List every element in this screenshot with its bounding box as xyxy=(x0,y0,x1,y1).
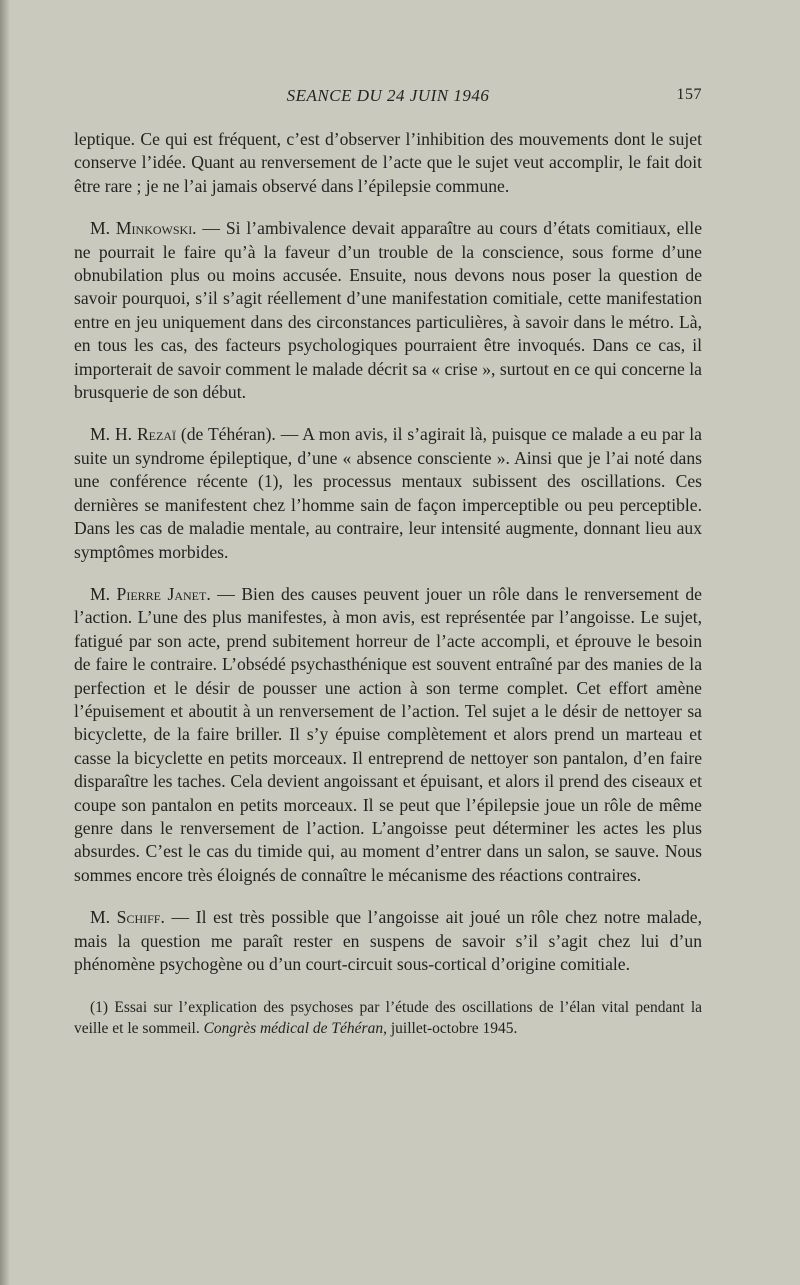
document-page xyxy=(74,82,702,1039)
paragraph-text: — Il est très possible que l’angoisse ait joué un rôle chez notre malade, mais la question me paraît rester en suspens de savoir s’il s’agit chez lui d’un phénomène psychogène ou d’un court-circuit sous-cortical d’origine comitiale. xyxy=(74,907,702,974)
paragraph-janet xyxy=(74,583,702,887)
paragraph-rezai xyxy=(74,423,702,563)
paragraph-text: — Si l’ambivalence devait apparaître au cours d’états comitiaux, elle ne pourrait le faire qu’à la faveur d’un trouble de la conscience, sous forme d’une obnubilation plus ou moins accusée. Ensuite, nous devons nous poser la question de savoir pourquoi, s’il s’agit réellement d’une manifestation comitiale, cette manifestation entre en jeu uniquement dans des circonstances particulières, à savoir dans le métro. Là, en tous les cas, des facteurs psychologiques pourraient être invoqués. Dans ce cas, il importerait de savoir comment le malade décrit sa « crise », surtout en ce qui concerne la brusquerie de son début. xyxy=(74,218,703,403)
body-text xyxy=(74,128,702,976)
page-number: 157 xyxy=(676,86,702,103)
footnote xyxy=(74,997,702,1039)
speaker-name: M. Pierre Janet. xyxy=(90,583,211,604)
speaker-name: M. Minkowski. xyxy=(90,218,197,239)
footnote-italic-title: Congrès médical de Téhéran xyxy=(203,1020,384,1038)
speaker-name: M. H. Rezaï xyxy=(90,424,176,445)
page-header xyxy=(74,82,702,112)
paragraph-text: leptique. Ce qui est fréquent, c’est d’observer l’inhibition des mouvements dont le sujet conserve l’idée. Quant au renversement de l’acte que le sujet veut accomplir, le fait doit être rare ; je ne l’ai jamais observé dans l’épilepsie commune. xyxy=(74,129,702,196)
paragraph-continuation xyxy=(74,128,702,198)
paragraph-minkowski xyxy=(74,217,702,404)
footnote-tail: , juillet-octobre 1945. xyxy=(383,1020,518,1038)
paragraph-text: (de Téhéran). — A mon avis, il s’agirait là, puisque ce malade a eu par la suite un syndrome épileptique, d’une « absence consciente ». Ainsi que je l’ai noté dans une conférence récente (1), les processus mentaux subissent des oscillations. Ces dernières se manifestent chez l’homme sain de façon imperceptible ou peu perceptible. Dans les cas de maladie mentale, au contraire, leur intensité augmente, donnant lieu aux symptômes morbides. xyxy=(74,424,702,562)
speaker-name: M. Schiff. xyxy=(90,907,165,928)
footnote-text: (1) Essai sur l’explication des psychoses par l’étude des oscillations de l’élan vital pendant la veille et le sommeil. xyxy=(74,999,702,1038)
running-head: SEANCE DU 24 JUIN 1946 xyxy=(286,86,490,105)
paragraph-schiff xyxy=(74,906,702,976)
page-edge-shadow xyxy=(0,0,10,1285)
paragraph-text: — Bien des causes peuvent jouer un rôle dans le renversement de l’action. L’une des plus manifestes, à mon avis, est représentée par l’angoisse. Le sujet, fatigué par son acte, prend subitement horreur de l’acte accompli, et éprouve le besoin de faire le contraire. L’obsédé psychasthénique est souvent entraîné par des manies de la perfection et le désir de pousser une action à son terme complet. Cet effort amène l’épuisement et aboutit à un renversement de l’action. Tel sujet a le désir de nettoyer sa bicyclette, de la faire briller. Il s’y épuise complètement et alors prend un marteau et casse la bicyclette en petits morceaux. Il entreprend de nettoyer son pantalon, d’en faire disparaître les taches. Cela devient angoissant et épuisant, et alors il prend des ciseaux et coupe son pantalon en petits morceaux. Il se peut que l’épilepsie joue un rôle de même genre dans le renversement de l’action. L’angoisse peut déterminer les actes les plus absurdes. C’est le cas du timide qui, au moment d’entrer dans un salon, se sauve. Nous sommes encore très éloignés de connaître le mécanisme des réactions contraires. xyxy=(74,583,702,885)
